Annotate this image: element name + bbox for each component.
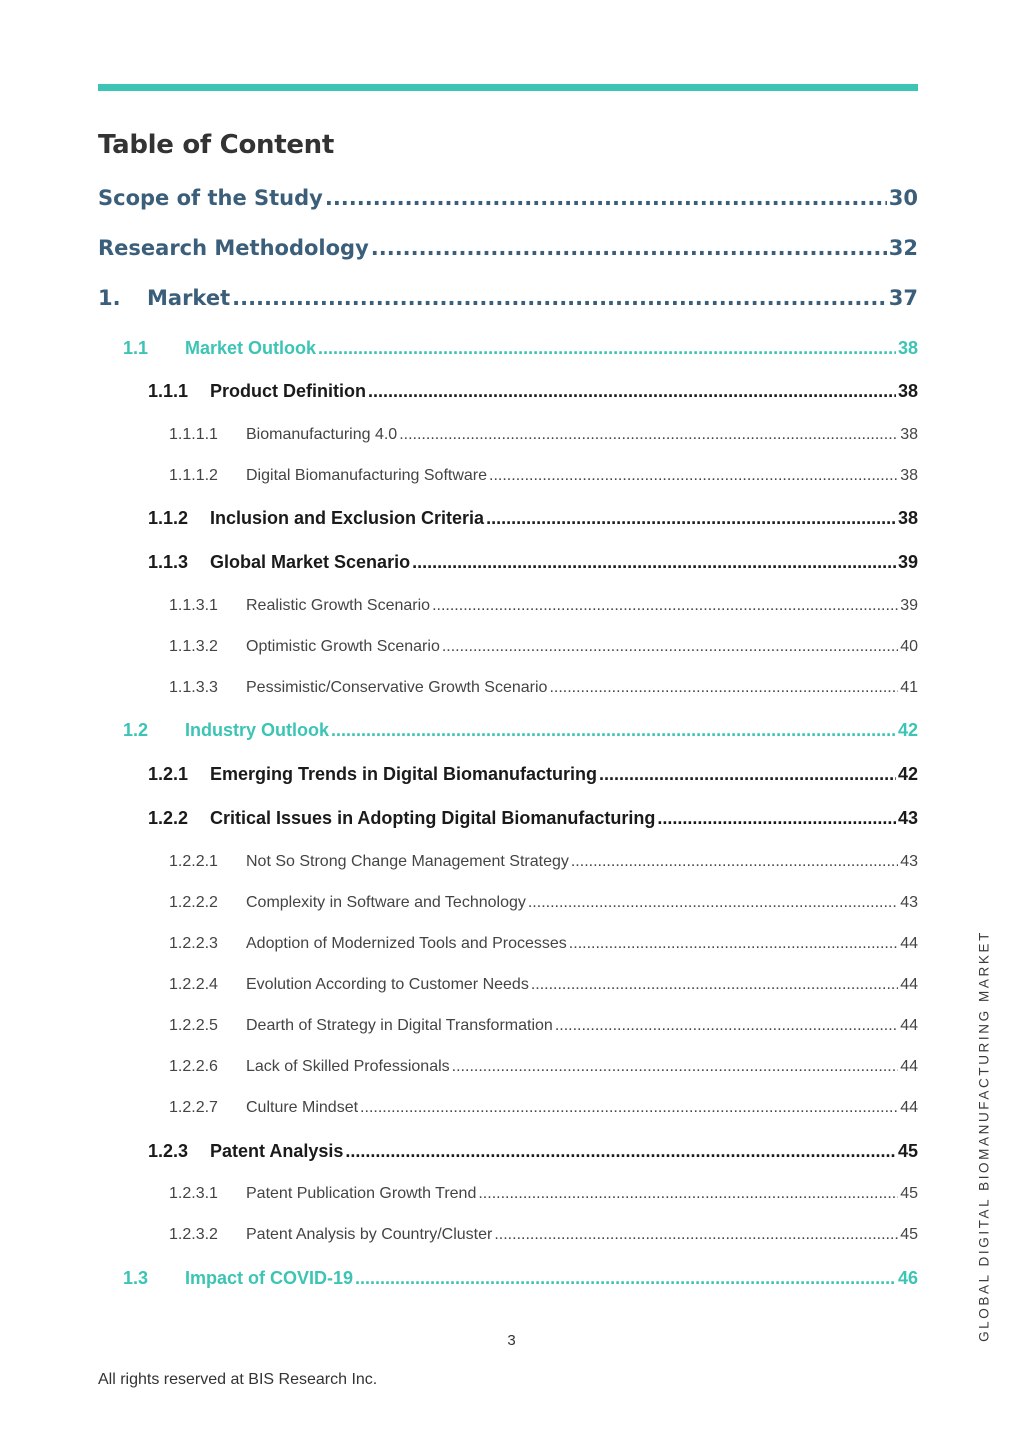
toc-entry[interactable]	[148, 508, 918, 529]
toc-entry-label: Realistic Growth Scenario	[246, 597, 431, 614]
toc-entry[interactable]	[148, 808, 918, 829]
toc-entry-page: 38	[897, 508, 918, 528]
toc-entry[interactable]	[169, 638, 918, 656]
toc-entry-page: 45	[900, 1226, 918, 1243]
toc-entry-label: Optimistic Growth Scenario	[246, 638, 440, 655]
toc-entry-page: 42	[897, 720, 918, 740]
toc-dot-leader	[360, 1099, 898, 1117]
toc-entry[interactable]	[169, 853, 918, 871]
toc-entry-label: Scope of the Study	[98, 186, 323, 210]
toc-entry-page: 37	[888, 286, 918, 310]
toc-entry-page: 46	[897, 1268, 918, 1288]
toc-dot-leader	[232, 286, 887, 310]
toc-entry[interactable]	[169, 679, 918, 697]
toc-entry-page: 43	[897, 808, 918, 828]
toc-entry-label: Culture Mindset	[246, 1099, 359, 1116]
toc-entry-number: 1.2.3.2	[169, 1226, 218, 1243]
toc-entry-page: 38	[897, 381, 918, 401]
toc-dot-leader	[318, 338, 896, 359]
toc-entry-number: 1.1.3	[148, 552, 189, 572]
toc-dot-leader	[486, 508, 896, 529]
toc-entry[interactable]	[169, 467, 918, 485]
toc-entry-number: 1.1	[123, 338, 149, 358]
toc-dot-leader	[531, 976, 898, 994]
toc-entry[interactable]	[148, 764, 918, 785]
toc-entry-page: 44	[900, 1017, 918, 1034]
toc-entry[interactable]	[169, 1058, 918, 1076]
toc-dot-leader	[569, 935, 898, 953]
toc-entry[interactable]	[169, 1226, 918, 1244]
top-accent-bar	[98, 84, 918, 91]
toc-dot-leader	[555, 1017, 898, 1035]
toc-dot-leader	[494, 1226, 898, 1244]
toc-entry-label: Complexity in Software and Technology	[246, 894, 526, 911]
toc-entry-page: 43	[900, 853, 918, 870]
toc-entry-page: 32	[888, 236, 918, 260]
toc-entry-page: 44	[900, 1099, 918, 1116]
toc-entry-page: 41	[900, 679, 918, 696]
toc-dot-leader	[399, 426, 898, 444]
toc-dot-leader	[412, 552, 896, 573]
toc-dot-leader	[478, 1185, 898, 1203]
toc-entry-page: 38	[897, 338, 918, 358]
toc-entry-label: Adoption of Modernized Tools and Processes	[246, 935, 567, 952]
toc-entry-number: 1.2.1	[148, 764, 189, 784]
toc-entry-label: Biomanufacturing 4.0	[246, 426, 398, 443]
toc-entry-label: Market Outlook	[185, 338, 317, 358]
toc-entry-page: 45	[900, 1185, 918, 1202]
toc-entry-label: Dearth of Strategy in Digital Transformation	[246, 1017, 553, 1034]
toc-entry-label: Emerging Trends in Digital Biomanufacturing	[210, 764, 598, 784]
toc-entry[interactable]	[169, 1185, 918, 1203]
toc-entry-number: 1.1.3.3	[169, 679, 218, 696]
toc-entry-label: Product Definition	[210, 381, 366, 401]
toc-entry-label: Patent Publication Growth Trend	[246, 1185, 477, 1202]
toc-entry[interactable]	[123, 338, 918, 359]
toc-entry-label: Market	[147, 286, 231, 310]
toc-dot-leader	[442, 638, 898, 656]
toc-entry-number: 1.2.2.3	[169, 935, 218, 952]
toc-entry[interactable]	[169, 1099, 918, 1117]
toc-entry-label: Not So Strong Change Management Strategy	[246, 853, 569, 870]
toc-entry-label: Inclusion and Exclusion Criteria	[210, 508, 485, 528]
toc-entry-page: 30	[888, 186, 918, 210]
footer-copyright: All rights reserved at BIS Research Inc.	[98, 1371, 378, 1388]
toc-dot-leader	[331, 720, 896, 741]
toc-entry-page: 39	[900, 597, 918, 614]
toc-entry-label: Evolution According to Customer Needs	[246, 976, 529, 993]
toc-dot-leader	[571, 853, 898, 871]
toc-dot-leader	[368, 381, 896, 402]
toc-entry-number: 1.1.1	[148, 381, 189, 401]
toc-entry-page: 44	[900, 1058, 918, 1075]
toc-entry-number: 1.2.2	[148, 808, 189, 828]
toc-entry[interactable]	[169, 976, 918, 994]
toc-entry-number: 1.2.3	[148, 1141, 189, 1161]
toc-entry-page: 44	[900, 976, 918, 993]
toc-dot-leader	[432, 597, 898, 615]
toc-entry[interactable]	[169, 597, 918, 615]
toc-entry-label: Patent Analysis	[210, 1141, 344, 1161]
toc-entry-label: Lack of Skilled Professionals	[246, 1058, 450, 1075]
toc-entry-page: 39	[897, 552, 918, 572]
toc-entry[interactable]	[123, 720, 918, 741]
toc-entry-page: 38	[900, 426, 918, 443]
toc-dot-leader	[528, 894, 898, 912]
toc-dot-leader	[549, 679, 898, 697]
toc-dot-leader	[599, 764, 896, 785]
page-number: 3	[507, 1332, 516, 1349]
toc-entry-page: 44	[900, 935, 918, 952]
toc-entry-number: 1.1.2	[148, 508, 189, 528]
toc-entry-number: 1.2.2.6	[169, 1058, 218, 1075]
toc-entry-number: 1.2.3.1	[169, 1185, 218, 1202]
toc-entry-page: 38	[900, 467, 918, 484]
toc-entry-label: Impact of COVID-19	[185, 1268, 354, 1288]
toc-entry[interactable]	[98, 186, 918, 210]
toc-entry-label: Industry Outlook	[185, 720, 329, 740]
toc-entry-label: Research Methodology	[98, 236, 369, 260]
toc-dot-leader	[371, 236, 887, 260]
page-title: Table of Content	[98, 130, 335, 160]
toc-entry-number: 1.3	[123, 1268, 149, 1288]
toc-entry-number: 1.2.2.2	[169, 894, 218, 911]
toc-dot-leader	[657, 808, 896, 829]
toc-dot-leader	[345, 1141, 896, 1162]
toc-entry-label: Pessimistic/Conservative Growth Scenario	[246, 679, 548, 696]
toc-entry-page: 42	[897, 764, 918, 784]
toc-entry-number: 1.1.1.1	[169, 426, 218, 443]
toc-entry[interactable]	[123, 1268, 918, 1289]
toc-dot-leader	[452, 1058, 899, 1076]
toc-entry[interactable]	[98, 236, 918, 260]
toc-dot-leader	[325, 186, 887, 210]
toc-entry-number: 1.2.2.7	[169, 1099, 218, 1116]
toc-entry[interactable]	[98, 286, 918, 310]
toc-entry-number: 1.2	[123, 720, 149, 740]
toc-entry[interactable]	[148, 381, 918, 402]
toc-entry-number: 1.2.2.1	[169, 853, 218, 870]
toc-entry-number: 1.1.1.2	[169, 467, 218, 484]
toc-entry-page: 40	[900, 638, 918, 655]
toc-entry[interactable]	[169, 935, 918, 953]
toc-entry-label: Global Market Scenario	[210, 552, 411, 572]
toc-entry-number: 1.2.2.4	[169, 976, 218, 993]
toc-entry-page: 45	[897, 1141, 918, 1161]
toc-dot-leader	[489, 467, 898, 485]
toc-entry-page: 43	[900, 894, 918, 911]
toc-entry-label: Digital Biomanufacturing Software	[246, 467, 488, 484]
toc-dot-leader	[355, 1268, 896, 1289]
toc-entry[interactable]	[169, 1017, 918, 1035]
toc-entry-label: Patent Analysis by Country/Cluster	[246, 1226, 493, 1243]
toc-entry-label: Critical Issues in Adopting Digital Biomanufacturing	[210, 808, 656, 828]
toc-entry-number: 1.2.2.5	[169, 1017, 218, 1034]
toc-entry[interactable]	[169, 894, 918, 912]
side-running-title-text: GLOBAL DIGITAL BIOMANUFACTURING MARKET	[976, 930, 992, 1342]
toc-entry[interactable]	[148, 552, 918, 573]
toc-entry[interactable]	[169, 426, 918, 444]
toc-entry[interactable]	[148, 1141, 918, 1162]
toc-entry-number: 1.1.3.1	[169, 597, 218, 614]
toc-entry-number: 1.1.3.2	[169, 638, 218, 655]
toc-entry-number: 1.	[98, 286, 121, 310]
